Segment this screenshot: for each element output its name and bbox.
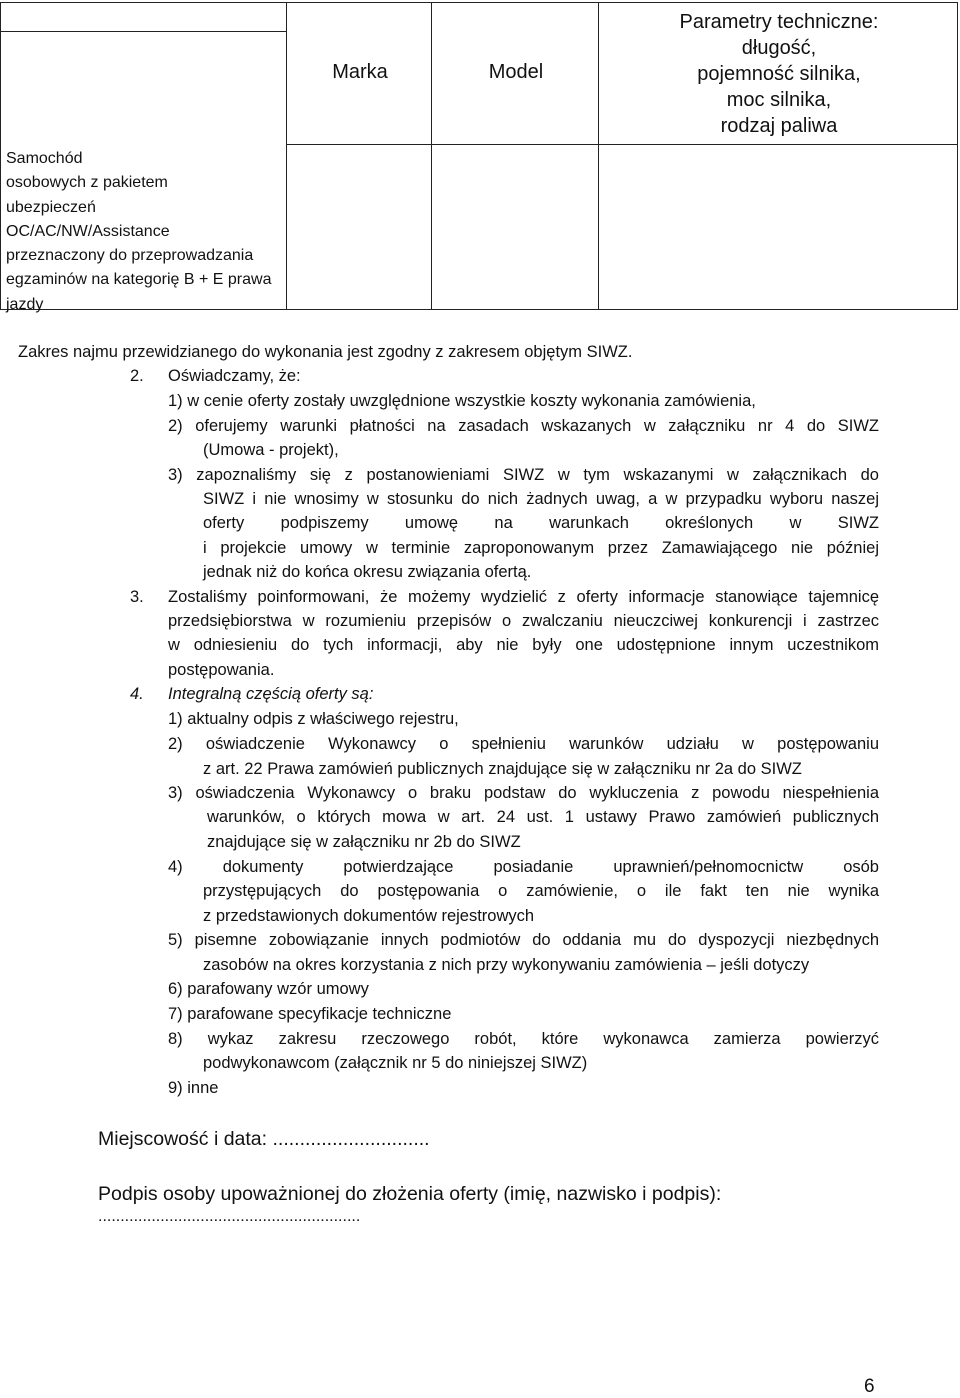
section-4-item-8: 8) wykaz zakresu rzeczowego robót, które wykonawca zamierza powierzyć: [168, 1030, 879, 1048]
table-divider: [286, 3, 287, 309]
table-divider: [431, 3, 432, 309]
section-4-heading: Integralną częścią oferty są:: [168, 685, 374, 703]
scope-statement: Zakres najmu przewidzianego do wykonania jest zgodny z zakresem objętym SIWZ.: [18, 343, 633, 361]
column-header-model: Model: [488, 61, 544, 83]
vehicle-description-cell: Samochód osobowych z pakietem ubezpieczeń OC/AC/NW/Assistance przeznaczony do przeprowadzania egzaminów na kategorię B + E prawa jazdy: [6, 150, 272, 313]
section-3-text: Zostaliśmy poinformowani, że możemy wydzielić z oferty informacje stanowiące tajemnicę: [168, 588, 879, 606]
section-4-number: 4.: [130, 685, 144, 703]
section-2-item-1: 1) w cenie oferty zostały uwzględnione wszystkie koszty wykonania zamówienia,: [168, 392, 756, 410]
signature-label: Podpis osoby upoważnionej do złożenia oferty (imię, nazwisko i podpis):: [98, 1183, 722, 1205]
section-2-item-2: 2) oferujemy warunki płatności na zasadach wskazanych w załączniku nr 4 do SIWZ: [168, 417, 879, 435]
section-2-number: 2.: [130, 367, 144, 385]
section-4-item-4-cont: z przedstawionych dokumentów rejestrowych: [203, 907, 535, 925]
section-3-number: 3.: [130, 588, 144, 606]
section-4-item-1: 1) aktualny odpis z właściwego rejestru,: [168, 710, 459, 728]
section-4-item-7: 7) parafowane specyfikacje techniczne: [168, 1005, 452, 1023]
section-3-text: przedsiębiorstwa w rozumieniu przepisów o zwalczaniu nieuczciwej konkurencji i zastrzec: [168, 612, 879, 630]
place-and-date-field: Miejscowość i data: .............................: [98, 1128, 430, 1150]
section-2-item-3-cont: jednak niż do końca okresu związania ofertą.: [203, 563, 532, 581]
section-4-item-3-cont: warunków, o których mowa w art. 24 ust. 1 ustawy Prawo zamówień publicznych: [207, 808, 879, 826]
section-4-item-4: 4) dokumenty potwierdzające posiadanie uprawnień/pełnomocnictw osób: [168, 858, 879, 876]
section-3-text: w odniesieniu do tych informacji, aby nie były one udostępnione innym uczestnikom: [168, 636, 879, 654]
section-4-item-2: 2) oświadczenie Wykonawcy o spełnieniu warunków udziału w postępowaniu: [168, 735, 879, 753]
section-2-item-2-cont: (Umowa - projekt),: [203, 441, 339, 459]
table-divider: [287, 144, 957, 145]
signature-line: ...........................................................: [98, 1208, 361, 1225]
table-divider: [598, 3, 599, 309]
section-2-item-3-cont: oferty podpiszemy umowę na warunkach określonych w SIWZ: [203, 514, 879, 532]
section-2-item-3-cont: i projekcie umowy w terminie zaproponowanym przez Zamawiającego nie później: [203, 539, 879, 557]
section-4-item-5: 5) pisemne zobowiązanie innych podmiotów do oddania mu do dyspozycji niezbędnych: [168, 931, 879, 949]
section-2-heading: Oświadczamy, że:: [168, 367, 301, 385]
section-4-item-6: 6) parafowany wzór umowy: [168, 980, 369, 998]
section-4-item-9: 9) inne: [168, 1079, 219, 1097]
vehicle-table: [0, 2, 958, 313]
section-4-item-5-cont: zasobów na okres korzystania z nich przy wykonywaniu zamówienia – jeśli dotyczy: [203, 956, 810, 974]
section-4-item-3-cont: znajdujące się w załączniku nr 2b do SIWZ: [207, 833, 521, 851]
column-header-marka: Marka: [332, 61, 388, 83]
page-number: 6: [864, 1376, 875, 1397]
section-3-text: postępowania.: [168, 661, 275, 679]
section-4-item-4-cont: przystępujących do postępowania o zamówienie, o ile fakt ten nie wynika: [203, 882, 879, 900]
section-4-item-2-cont: z art. 22 Prawa zamówień publicznych znajdujące się w załączniku nr 2a do SIWZ: [203, 760, 802, 778]
section-2-item-3: 3) zapoznaliśmy się z postanowieniami SIWZ w tym wskazanymi w załącznikach do: [168, 466, 879, 484]
section-2-item-3-cont: SIWZ i nie wnosimy w stosunku do nich żadnych uwag, a w przypadku wyboru naszej: [203, 490, 879, 508]
section-4-item-8-cont: podwykonawcom (załącznik nr 5 do niniejszej SIWZ): [203, 1054, 588, 1072]
section-4-item-3: 3) oświadczenia Wykonawcy o braku podstaw do wykluczenia z powodu niespełnienia: [168, 784, 879, 802]
table-divider: [1, 31, 287, 32]
column-header-parameters: Parametry techniczne: długość, pojemność silnika, moc silnika, rodzaj paliwa: [679, 11, 879, 137]
